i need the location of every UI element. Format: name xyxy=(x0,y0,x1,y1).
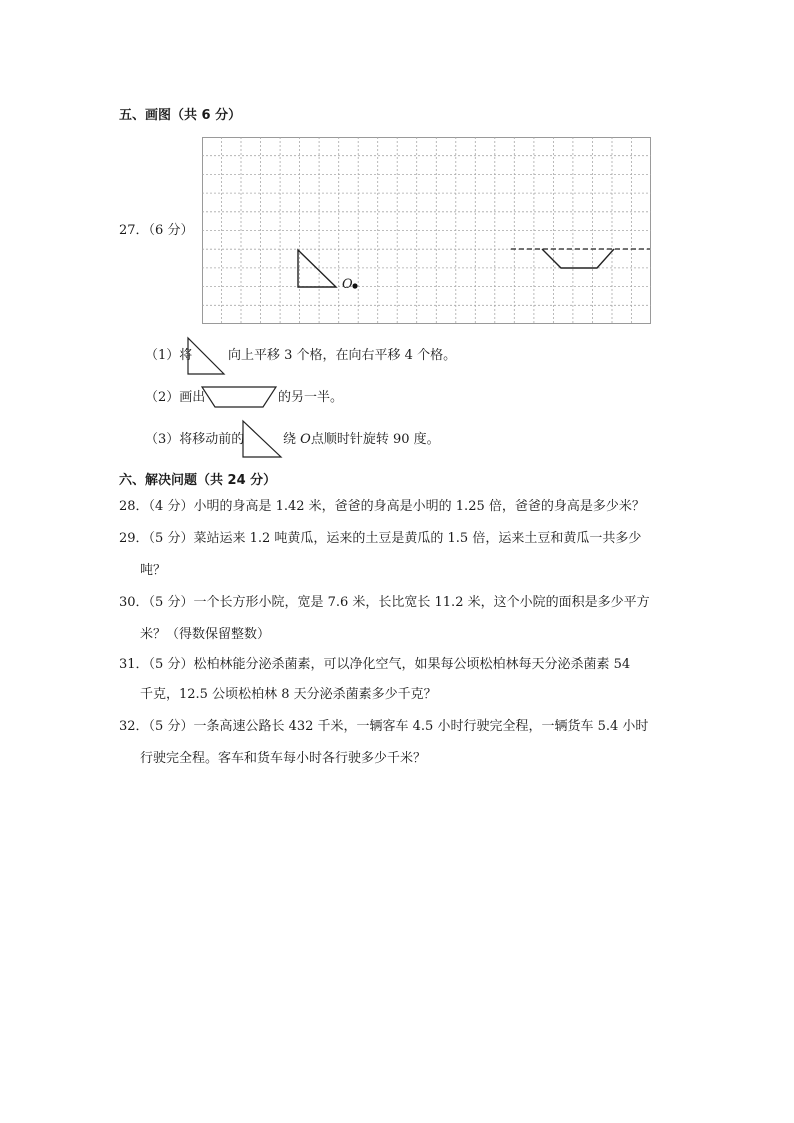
point-o-dot xyxy=(352,283,357,288)
point-o-label: O xyxy=(342,277,353,292)
grid-figure xyxy=(202,137,651,324)
question-27-label: 27．（6 分） xyxy=(119,223,194,238)
half-trapezoid-icon-inline xyxy=(201,385,277,409)
q27-sub2-prefix: （2）画出 xyxy=(145,390,206,405)
question-30-line1: 30．（5 分）一个长方形小院，宽是 7.6 米，长比宽长 11.2 米，这个小院的面积是多少平方 xyxy=(119,595,650,610)
question-31-line2: 千克，12.5 公顷松柏林 8 天分泌杀菌素多少千克？ xyxy=(140,687,437,702)
section-title-drawing: 五、画图（共 6 分） xyxy=(119,108,242,123)
q27-sub3-prefix: （3）将移动前的 xyxy=(145,432,245,447)
q27-sub1-suffix: 向上平移 3 个格，在向右平移 4 个格。 xyxy=(228,348,457,363)
q27-sub3-suffix: 绕 O点顺时针旋转 90 度。 xyxy=(283,432,440,447)
question-32-line2: 行驶完全程。客车和货车每小时各行驶多少千米？ xyxy=(140,751,427,766)
q27-sub1-prefix: （1）将 xyxy=(145,348,193,363)
question-30-line2: 米？（得数保留整数） xyxy=(140,627,271,642)
question-28: 28．（4 分）小明的身高是 1.42 米，爸爸的身高是小明的 1.25 倍，爸爸的身高是多少米？ xyxy=(119,499,645,514)
section-title-problems: 六、解决问题（共 24 分） xyxy=(119,473,277,488)
point-o-italic: O xyxy=(300,432,311,447)
question-32-line1: 32．（5 分）一条高速公路长 432 千米，一辆客车 4.5 小时行驶完全程，一辆货车 5.4 小时 xyxy=(119,719,649,734)
q27-sub2-suffix: 的另一半。 xyxy=(278,390,344,405)
question-31-line1: 31．（5 分）松柏林能分泌杀菌素，可以净化空气，如果每公顷松柏林每天分泌杀菌素 54 xyxy=(119,657,631,672)
triangle-icon-inline-2 xyxy=(241,419,283,459)
question-29-line1: 29．（5 分）菜站运来 1.2 吨黄瓜，运来的土豆是黄瓜的 1.5 倍，运来土豆和黄瓜一共多少 xyxy=(119,531,642,546)
triangle-icon-inline-1 xyxy=(186,336,226,376)
question-29-line2: 吨？ xyxy=(140,563,167,578)
